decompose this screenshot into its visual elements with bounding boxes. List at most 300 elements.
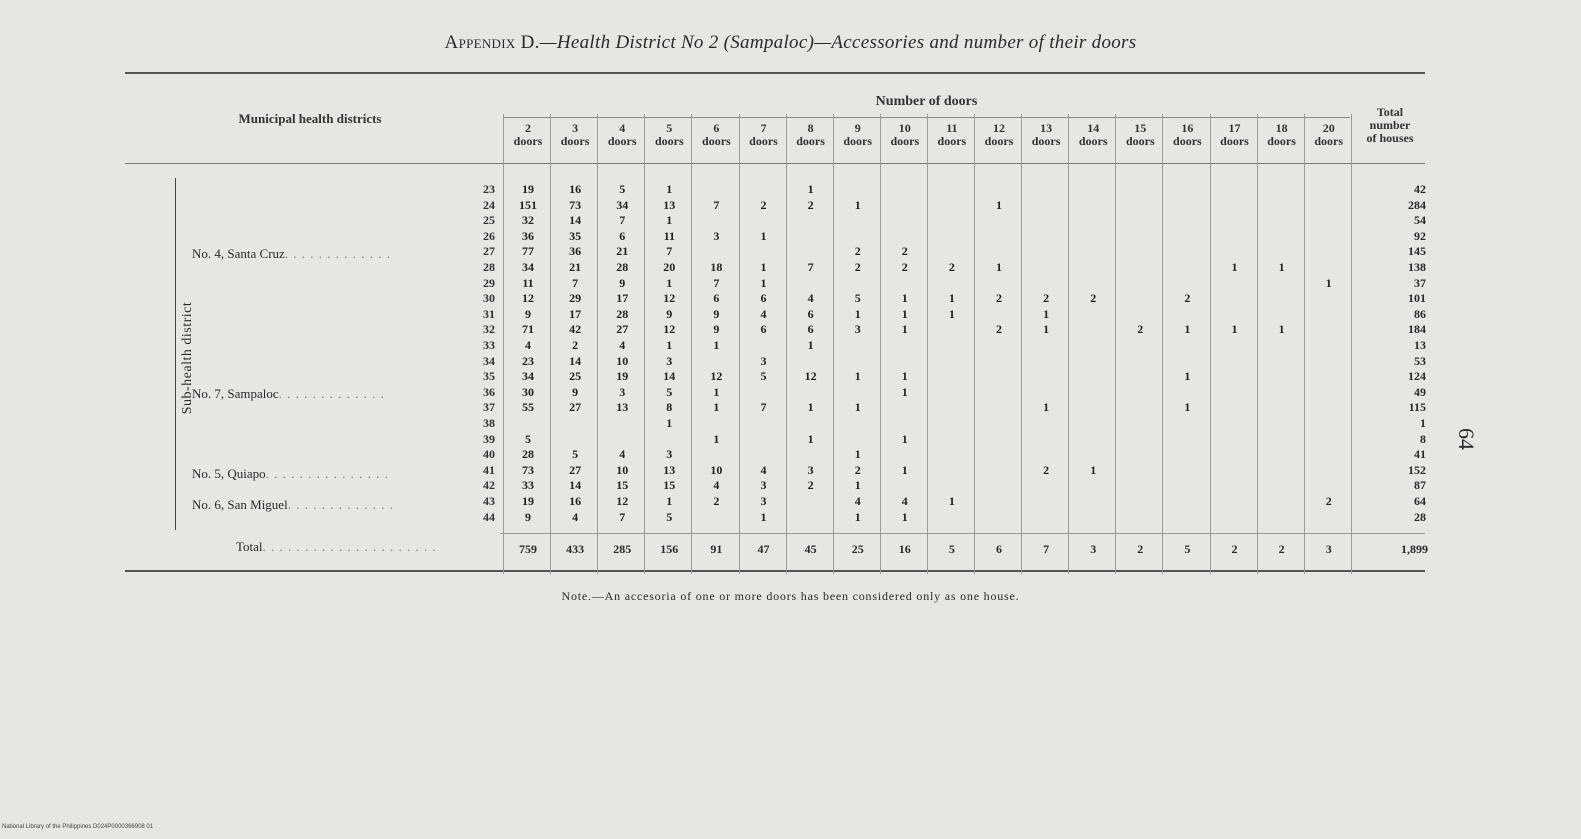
table-cell [929,400,975,415]
row-number: 36 [483,384,495,399]
table-cell [929,354,975,369]
table-cell [1306,432,1352,447]
table-cell: 9 [525,509,531,524]
table-cell [835,416,881,431]
top-rule [125,72,1425,74]
table-cell [976,510,1022,525]
table-cell [1164,307,1210,322]
table-cell: 12 [522,291,534,306]
row-total: 64 [1414,494,1426,508]
table-cell: 1 [948,291,955,306]
table-cell: 16 [569,494,582,508]
table-cell: 1 [807,431,814,446]
table-cell [1117,400,1163,415]
table-cell [788,244,834,259]
table-cell: 30 [522,384,534,399]
column-header [929,122,975,148]
column-header [1259,122,1305,148]
table-cell [1117,447,1163,462]
page-title [0,32,1581,54]
table-cell [929,385,975,400]
table-cell: 7 [572,275,579,290]
column-header [835,122,881,148]
table-cell: 9 [525,306,531,321]
sub-health-district-label: Sub-health district [180,301,195,415]
header-total-line1: Total [1376,105,1404,119]
table-cell [1259,244,1305,259]
row-total: 42 [1414,182,1426,196]
table-cell: 15 [616,478,629,493]
table-cell: 1 [854,509,861,524]
row-number: 37 [483,400,495,415]
table-cell [1306,400,1352,415]
table-cell: 1 [807,338,814,352]
column-header-unit: doors [1267,134,1296,148]
table-cell: 1 [713,338,720,352]
column-header [788,122,834,148]
table-cell [741,338,787,353]
footnote: Note.—An accesoria of one or more doors has been considered only as one house. [561,589,1020,603]
table-cell [1117,369,1163,384]
table-cell [1259,276,1305,291]
title-main: —Health District No 2 (Sampaloc)—Accessories and number of their doors [539,32,1137,53]
table-cell [1164,198,1210,213]
table-cell [1117,291,1163,306]
table-cell: 1 [760,509,767,524]
table-cell [976,416,1022,431]
table-cell [693,354,739,369]
totals-top-rule [500,533,1425,534]
table-cell: 12 [663,322,676,337]
table-cell [505,416,551,431]
table-cell [1212,244,1258,259]
table-cell [1117,354,1163,369]
table-cell: 3 [760,353,767,368]
table-cell [976,400,1022,415]
table-cell: 1 [854,478,861,493]
column-header-unit: doors [513,134,543,148]
row-number: 44 [483,509,495,524]
table-cell: 1 [996,197,1002,212]
column-header [1164,122,1210,148]
table-cell: 33 [522,478,534,493]
table-cell [835,276,881,291]
table-cell: 9 [713,322,720,337]
table-cell [976,369,1022,384]
row-number: 30 [483,291,495,306]
table-cell: 34 [522,260,534,274]
table-cell [1164,229,1210,244]
table-cell: 36 [522,228,534,243]
table-cell [599,416,645,431]
row-total: 101 [1408,291,1426,306]
table-cell [1164,244,1210,259]
table-cell: 2 [996,322,1002,337]
column-header-number: 20 [1322,121,1335,135]
table-cell [882,400,928,415]
table-cell [741,182,787,197]
table-cell: 29 [569,291,582,306]
table-cell [976,276,1022,291]
table-cell: 34 [616,197,629,212]
column-header-unit: doors [843,134,873,148]
table-cell: 15 [663,478,676,493]
table-cell [788,213,834,228]
table-cell [1259,291,1305,306]
table-cell [1212,213,1258,228]
table-cell: 7 [619,213,626,228]
table-cell: 4 [807,291,814,306]
table-cell [1306,510,1352,525]
table-cell: 16 [569,182,582,196]
table-cell [1117,244,1163,259]
table-cell [1259,182,1305,197]
total-label: Total. . . . . . . . . . . . . . . . . . . . . [236,539,437,554]
table-cell [976,447,1022,462]
table-cell: 73 [569,197,582,212]
table-cell [1212,229,1258,244]
table-cell [1212,478,1258,493]
table-cell [1117,478,1163,493]
table-cell: 10 [616,462,629,477]
table-cell [1023,494,1069,509]
table-cell [1070,213,1116,228]
row-number: 35 [483,369,495,384]
table-cell: 12 [616,494,629,508]
table-cell [1164,478,1210,493]
table-cell [976,213,1022,228]
table-cell [552,432,598,447]
table-cell [1070,385,1116,400]
table-cell [1023,276,1069,291]
header-number-of-doors: Number of doors [875,94,978,109]
column-header-number: 18 [1275,121,1288,135]
table-cell [1070,478,1116,493]
table-cell: 7 [713,275,720,290]
column-header-number: 14 [1087,121,1100,135]
table-cell [1117,432,1163,447]
table-cell: 2 [1184,291,1191,306]
page-number: 64 [1454,428,1479,450]
column-header-unit: doors [654,134,684,148]
row-number: 29 [483,275,495,290]
district-name: No. 7, Sampaloc [192,386,279,401]
table-cell: 5 [572,447,579,462]
table-cell: 28 [616,260,629,274]
table-cell: 1 [854,369,861,384]
table-cell: 1 [1043,306,1050,321]
table-cell [976,354,1022,369]
table-cell [788,416,834,431]
table-cell [1212,385,1258,400]
table-cell: 12 [710,369,723,384]
column-total: 3 [1090,542,1097,556]
table-cell [1070,338,1116,353]
column-header [693,122,739,148]
table-cell [1212,447,1258,462]
table-cell: 7 [807,260,814,274]
table-cell [552,416,598,431]
table-cell [788,447,834,462]
table-cell [1306,244,1352,259]
table-cell: 151 [519,197,537,212]
table-cell [1164,416,1210,431]
table-cell: 6 [760,291,767,306]
table-cell [741,432,787,447]
table-cell [1070,182,1116,197]
header-bottom-rule [125,163,1425,164]
table-cell: 1 [854,400,861,415]
column-total: 7 [1043,542,1050,556]
table-cell [1117,338,1163,353]
column-header [1070,122,1116,148]
table-cell: 42 [569,322,582,337]
table-cell: 2 [572,338,579,352]
total-label-text: Total [236,539,263,554]
table-cell [1259,198,1305,213]
table-cell [1306,369,1352,384]
column-total: 2 [1278,542,1285,556]
row-total: 138 [1408,260,1426,274]
table-cell: 2 [713,494,720,508]
table-cell [929,447,975,462]
table-cell: 1 [666,213,673,228]
table-cell [1306,338,1352,353]
bottom-rule [125,570,1425,572]
table-cell [835,432,881,447]
table-cell: 1 [1278,260,1285,274]
table-cell [976,244,1022,259]
column-header [599,122,645,148]
table-cell: 1 [901,462,908,477]
table-cell [1306,322,1352,337]
table-cell: 1 [854,447,861,462]
district-name: No. 4, Santa Cruz [192,246,285,261]
table-cell: 1 [901,306,908,321]
table-cell: 5 [666,509,673,524]
table-cell: 1 [713,400,720,415]
table-cell [1212,338,1258,353]
table-cell: 1 [901,509,908,524]
table-cell [929,510,975,525]
table-cell [1259,307,1305,322]
table-cell [929,198,975,213]
table-cell [1259,447,1305,462]
table-cell [1212,369,1258,384]
table-cell: 10 [616,353,629,368]
table-cell: 2 [1325,494,1332,508]
table-cell: 14 [569,353,582,368]
table-cell: 3 [854,322,861,337]
table-cell: 9 [666,306,673,321]
row-total: 1 [1420,416,1426,430]
table-cell [1164,276,1210,291]
table-cell [1070,400,1116,415]
row-number: 26 [483,228,495,243]
table-cell: 3 [760,478,767,493]
table-cell: 21 [616,244,629,259]
table-cell [1070,354,1116,369]
table-cell: 17 [569,306,582,321]
table-cell [976,478,1022,493]
table-cell: 1 [1184,369,1191,384]
row-total: 92 [1414,228,1426,243]
table-cell: 2 [854,260,861,274]
table-cell [1259,213,1305,228]
column-header-number: 16 [1181,121,1194,135]
table-cell [1070,416,1116,431]
table-cell: 5 [619,182,626,196]
table-cell [1117,416,1163,431]
table-cell: 5 [760,369,767,384]
table-cell [1212,182,1258,197]
table-cell [788,385,834,400]
district-sampaloc: No. 7, Sampaloc. . . . . . . . . . . . . [192,386,385,401]
table-cell: 4 [572,509,579,524]
table-cell [1212,307,1258,322]
table-cell [929,463,975,478]
table-cell: 4 [713,478,720,493]
table-cell [1306,307,1352,322]
row-total: 145 [1408,244,1426,259]
row-total: 115 [1408,400,1426,415]
table-cell: 14 [569,478,582,493]
row-number: 41 [483,462,495,477]
table-cell [788,276,834,291]
table-cell: 21 [569,260,582,274]
table-cell: 3 [807,462,814,477]
table-cell [1259,510,1305,525]
table-cell: 5 [525,431,531,446]
column-total: 759 [519,542,537,556]
column-total: 5 [1184,542,1191,556]
table-cell [599,432,645,447]
table-cell [1212,494,1258,509]
table-cell [1070,510,1116,525]
table-cell: 55 [522,400,534,415]
table-cell: 27 [569,462,582,477]
table-cell: 1 [1184,400,1191,415]
column-total: 6 [996,542,1002,556]
table-cell [788,354,834,369]
table-cell: 7 [619,509,626,524]
table-cell [1259,369,1305,384]
table-cell [882,276,928,291]
header-total-line3: of houses [1366,131,1414,145]
column-header-number: 15 [1134,121,1147,135]
column-header [882,122,928,148]
table-cell [1023,369,1069,384]
table-cell: 4 [854,494,861,508]
table-cell [1164,510,1210,525]
table-cell: 3 [666,353,673,368]
row-number: 40 [483,447,495,462]
column-header [1212,122,1258,148]
column-header-unit: doors [1314,134,1344,148]
district-name: No. 5, Quiapo [192,466,266,481]
table-cell [693,182,739,197]
table-cell: 20 [663,260,676,274]
table-cell [929,322,975,337]
table-cell: 6 [807,306,814,321]
column-header-unit: doors [796,134,825,148]
row-total: 124 [1408,369,1426,384]
table-cell [1117,385,1163,400]
table-cell [835,182,881,197]
table-cell [1023,385,1069,400]
table-cell [1023,416,1069,431]
table-cell [1164,385,1210,400]
table-cell [1306,416,1352,431]
row-number: 43 [483,494,495,508]
table-cell: 5 [854,291,861,306]
table-cell: 18 [710,260,723,274]
row-total: 87 [1414,478,1426,493]
table-cell [1023,213,1069,228]
column-header [1117,122,1163,148]
table-cell [929,478,975,493]
table-cell [1306,198,1352,213]
table-cell: 34 [522,369,534,384]
table-cell: 13 [663,462,676,477]
district-santa-cruz: No. 4, Santa Cruz. . . . . . . . . . . . . [192,246,392,261]
table-cell [1164,494,1210,509]
column-header-unit: doors [984,134,1014,148]
table-cell [976,385,1022,400]
table-cell: 1 [1278,322,1285,337]
column-total: 45 [804,542,817,556]
table-cell [693,244,739,259]
table-cell: 28 [522,447,534,462]
table-cell: 1 [666,182,673,196]
table-cell [1212,400,1258,415]
table-cell: 1 [901,384,908,399]
table-cell [882,213,928,228]
table-cell [882,182,928,197]
district-name: No. 6, San Miguel [192,497,288,512]
table-cell: 1 [760,275,767,290]
table-cell [1212,510,1258,525]
table-cell: 19 [522,494,534,508]
table-cell: 25 [569,369,582,384]
table-cell [976,494,1022,509]
table-cell: 27 [616,322,629,337]
table-cell: 1 [948,306,955,321]
table-cell [1023,229,1069,244]
column-header-number: 11 [946,121,958,135]
table-cell [1023,432,1069,447]
table-cell: 2 [854,244,861,259]
table-cell: 4 [760,306,767,321]
table-cell: 28 [616,306,629,321]
table-cell: 19 [522,182,534,196]
table-cell [1164,447,1210,462]
row-number: 32 [483,322,495,337]
table-cell [976,432,1022,447]
table-cell: 77 [522,244,534,259]
table-cell [929,369,975,384]
table-cell [1070,307,1116,322]
table-cell [1212,198,1258,213]
row-number: 38 [483,416,495,430]
row-total: 8 [1420,431,1426,446]
table-cell: 1 [760,260,767,274]
column-header-unit: doors [1220,134,1249,148]
column-header-number: 7 [760,121,767,135]
table-cell [1212,276,1258,291]
table-cell [1164,432,1210,447]
table-cell [976,229,1022,244]
